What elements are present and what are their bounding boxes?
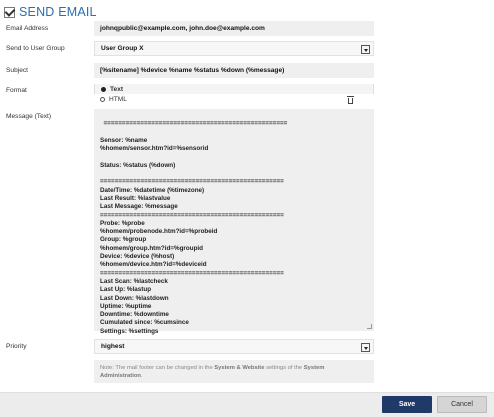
dialog-title: SEND EMAIL — [19, 5, 97, 19]
format-option-text-label: Text — [110, 85, 124, 93]
message-label: Message (Text) — [6, 113, 52, 120]
note-suffix: . — [140, 373, 143, 379]
priority-label: Priority — [6, 343, 27, 350]
dialog-header — [4, 4, 97, 20]
subject-field[interactable]: [%sitename] %device %name %status %down (%message) — [94, 63, 374, 78]
format-label: Format — [6, 87, 27, 94]
user-group-select[interactable] — [94, 41, 374, 56]
message-text: ================================================== Sensor: %name %homem/sensor.htm?id=%sensorid Status: %status (%down) ================================================== Date/Time: %datetime (%timezone) Last Result: %lastvalue Last Message: %message ================================================== Probe: %probe %homem/probenode.htm?id=%probeid Group: %group %homem/group.htm?id=%groupid Device: %device (%host) %homem/device.htm?id=%deviceid ================================================== Last Scan: %lastcheck Last Up: %lastup Last Down: %lastdown Uptime: %uptime Downtime: %downtime Cumulated since: %cumsince Settings: %settings — [100, 120, 288, 335]
email-address-label: Email Address — [6, 25, 49, 32]
send-to-group-label: Send to User Group — [6, 45, 65, 52]
subject-label: Subject — [6, 67, 28, 74]
mail-footer-note — [94, 360, 374, 383]
save-button[interactable]: Save — [382, 396, 432, 413]
chevron-down-icon[interactable] — [361, 45, 370, 54]
send-email-checkbox[interactable] — [4, 7, 15, 18]
trash-icon[interactable] — [348, 98, 353, 104]
dialog-footer — [0, 392, 494, 417]
user-group-value: User Group X — [101, 45, 144, 52]
format-option-html[interactable] — [94, 94, 374, 104]
priority-select[interactable] — [94, 339, 374, 354]
note-middle: settings of the — [264, 365, 304, 371]
note-link-system-website[interactable]: System & Website — [214, 365, 265, 371]
message-textarea[interactable] — [94, 109, 374, 335]
format-option-text[interactable] — [94, 84, 374, 94]
chevron-down-icon[interactable] — [361, 343, 370, 352]
note-link-system-admin[interactable]: System Administration — [100, 365, 325, 379]
cancel-button[interactable]: Cancel — [437, 396, 487, 413]
radio-selected-icon[interactable] — [101, 87, 106, 92]
priority-value: highest — [101, 343, 125, 350]
note-prefix: Note: The mail footer can be changed in the — [100, 365, 215, 371]
format-radio-group — [94, 84, 374, 106]
format-option-html-label: HTML — [109, 95, 127, 103]
radio-unselected-icon[interactable] — [100, 97, 105, 102]
email-address-field[interactable]: johnqpublic@example.com, john.doe@example.com — [94, 21, 374, 36]
resize-handle-icon[interactable] — [367, 324, 372, 329]
